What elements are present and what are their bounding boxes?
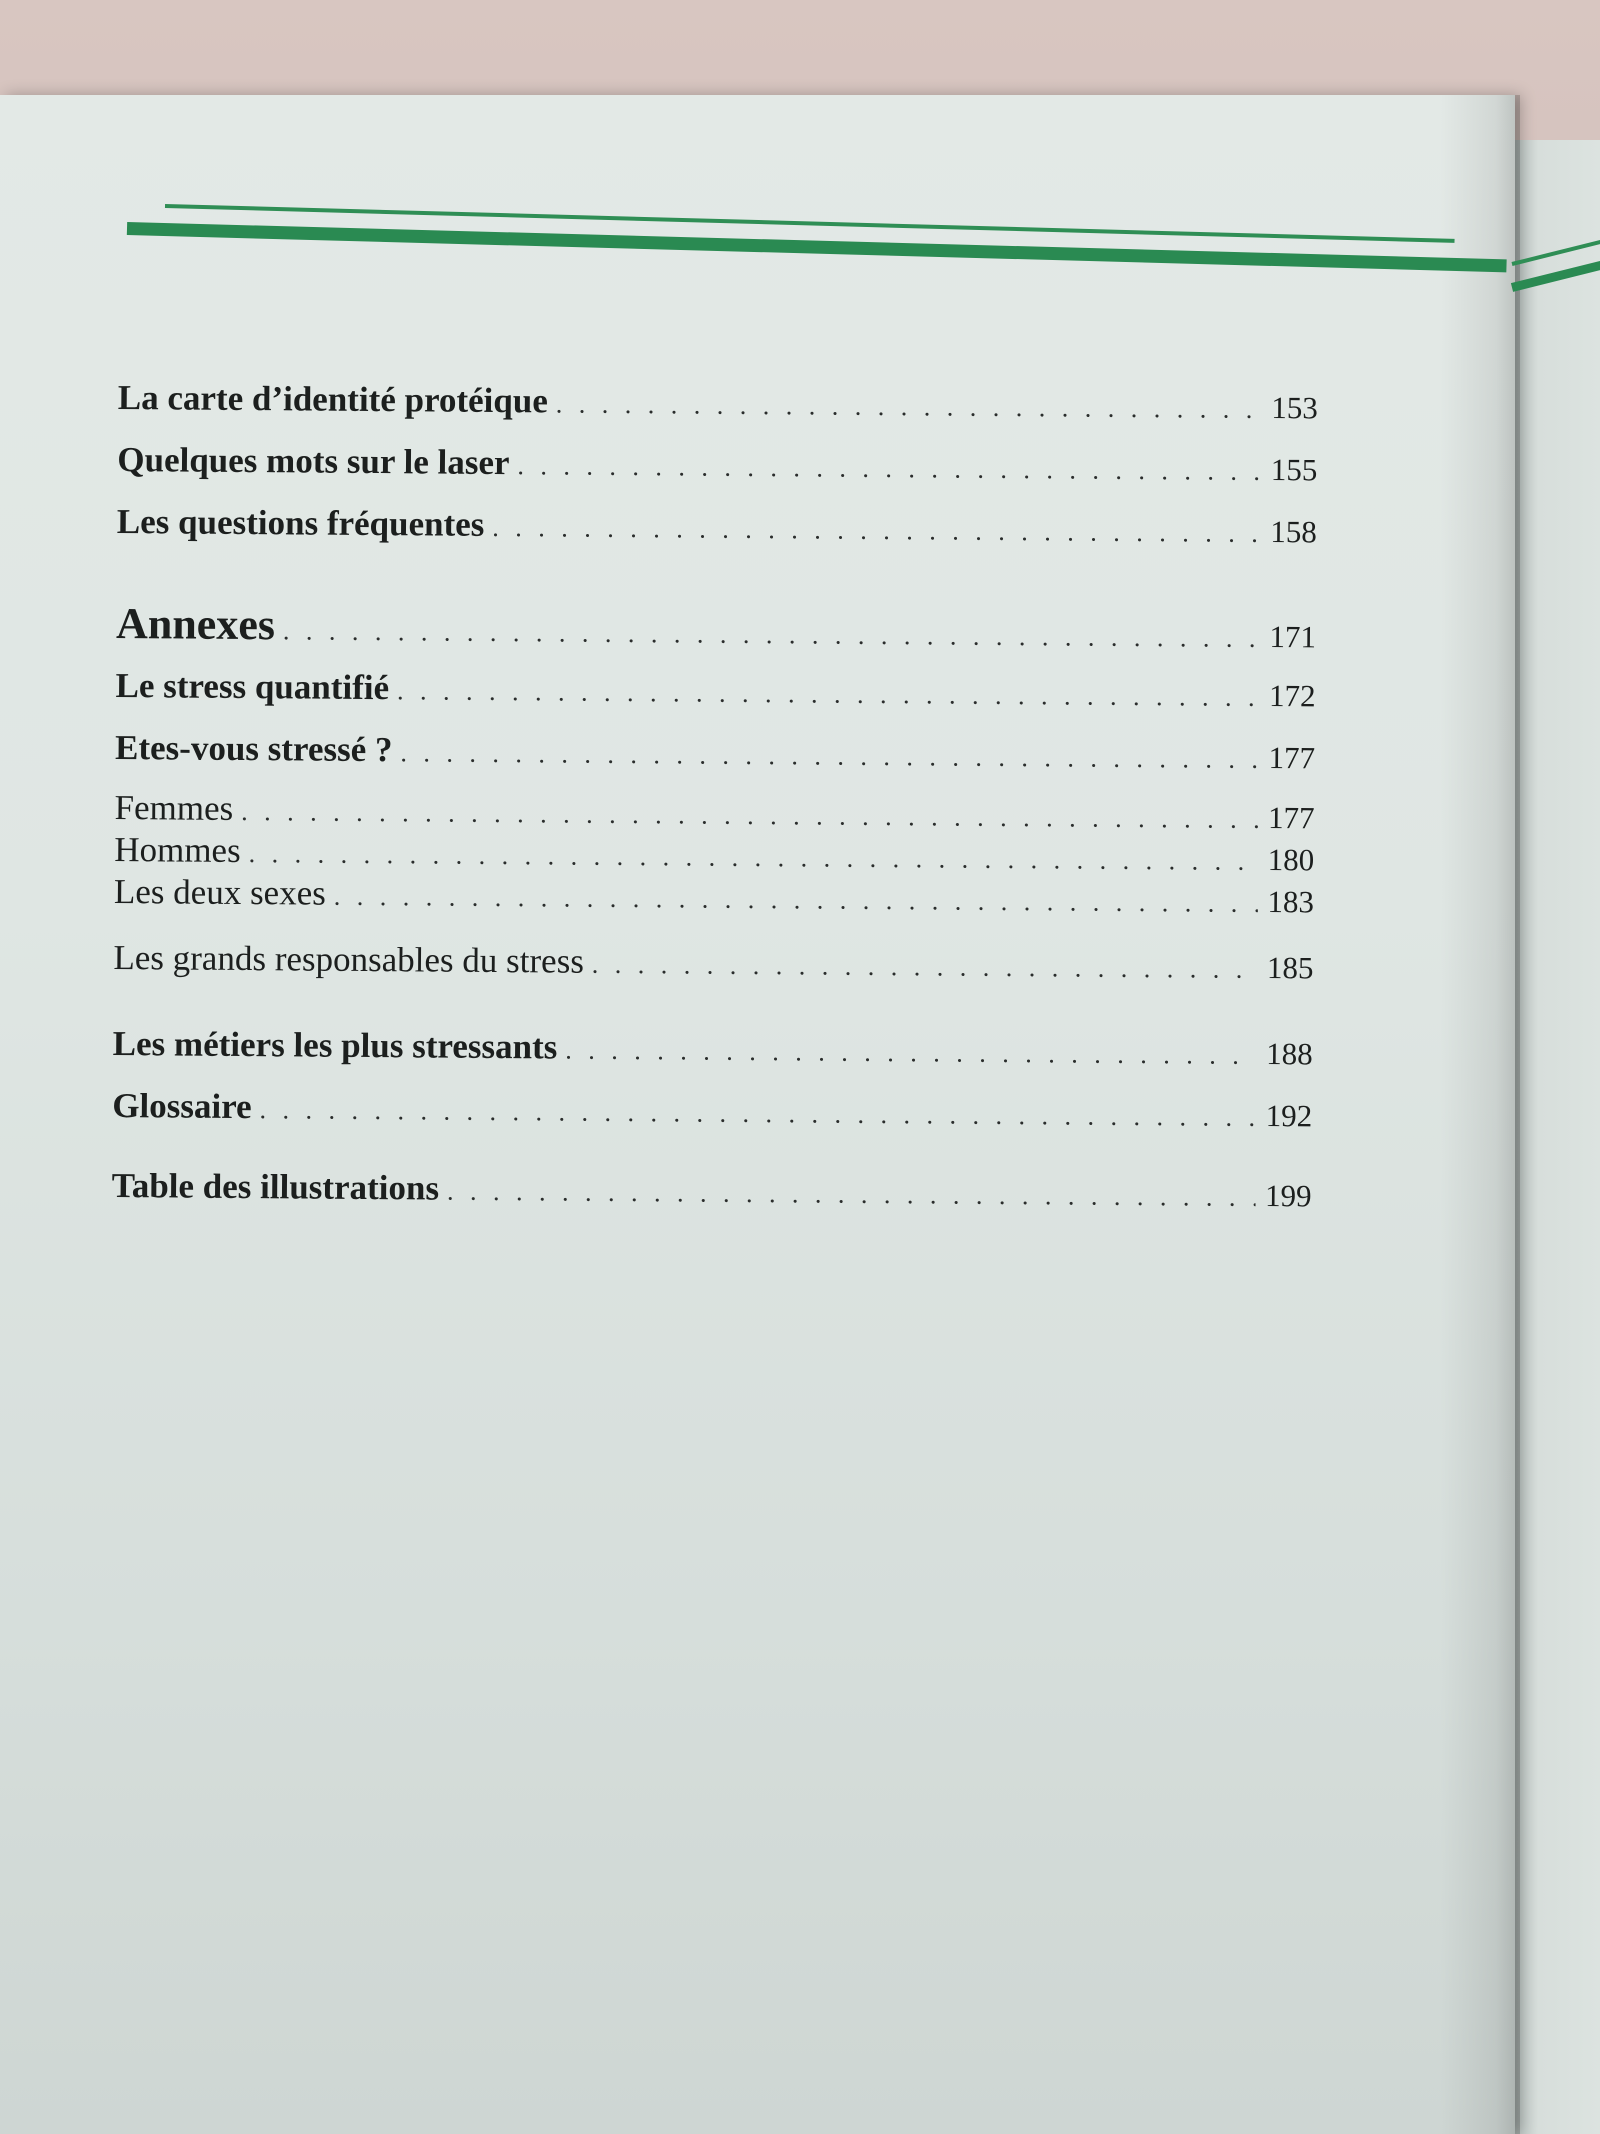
dot-leader [283,616,1260,654]
dot-leader [492,513,1260,549]
spine-shadow [1440,95,1520,2134]
toc-entry-title: Table des illustrations [111,1165,440,1208]
toc-entry-page: 177 [1268,740,1316,776]
toc-entry-page: 199 [1264,1178,1312,1214]
dot-leader [400,738,1258,775]
toc-entry-title: La carte d’identité protéique [117,378,548,421]
toc-entry-page: 153 [1271,390,1318,426]
toc-entry-title: Les questions fréquentes [116,501,485,544]
toc-entry-page: 171 [1269,619,1317,655]
toc-entry-page: 183 [1267,884,1315,920]
toc-entry-page: 158 [1270,514,1317,550]
toc-entry-page: 155 [1270,452,1318,488]
toc-entry-title: Les métiers les plus stressants [112,1023,558,1067]
toc-entry-page: 192 [1265,1098,1313,1134]
toc-entry-page: 180 [1267,842,1315,878]
toc-entry-title: Femmes [114,787,234,828]
dot-leader [249,839,1258,877]
toc-entry-title: Glossaire [112,1085,252,1127]
facing-page-edge [1512,140,1600,2134]
toc-entry-title: Le stress quantifié [115,665,390,708]
toc-entry-title: Les deux sexes [113,871,327,913]
toc-entry-page: 177 [1267,800,1315,836]
toc-entry-title: Etes-vous stressé ? [114,727,393,770]
dot-leader [592,950,1257,985]
dot-leader [334,882,1258,919]
toc-section [116,598,1316,658]
dot-leader [259,1095,1255,1133]
dot-leader [397,676,1259,713]
dot-leader [556,389,1262,425]
toc-entry-title: Les grands responsables du stress [113,937,585,981]
dot-leader [517,451,1261,487]
toc-entry-page: 172 [1268,678,1316,714]
dot-leader [565,1036,1256,1071]
toc-entry-page: 188 [1266,1036,1313,1072]
toc-entry-page: 185 [1266,950,1314,986]
toc-section-title: Annexes [115,598,276,650]
dot-leader [447,1177,1255,1213]
toc-entry-title: Hommes [114,829,241,870]
toc-entry-title: Quelques mots sur le laser [117,439,510,483]
dot-leader [241,797,1258,835]
